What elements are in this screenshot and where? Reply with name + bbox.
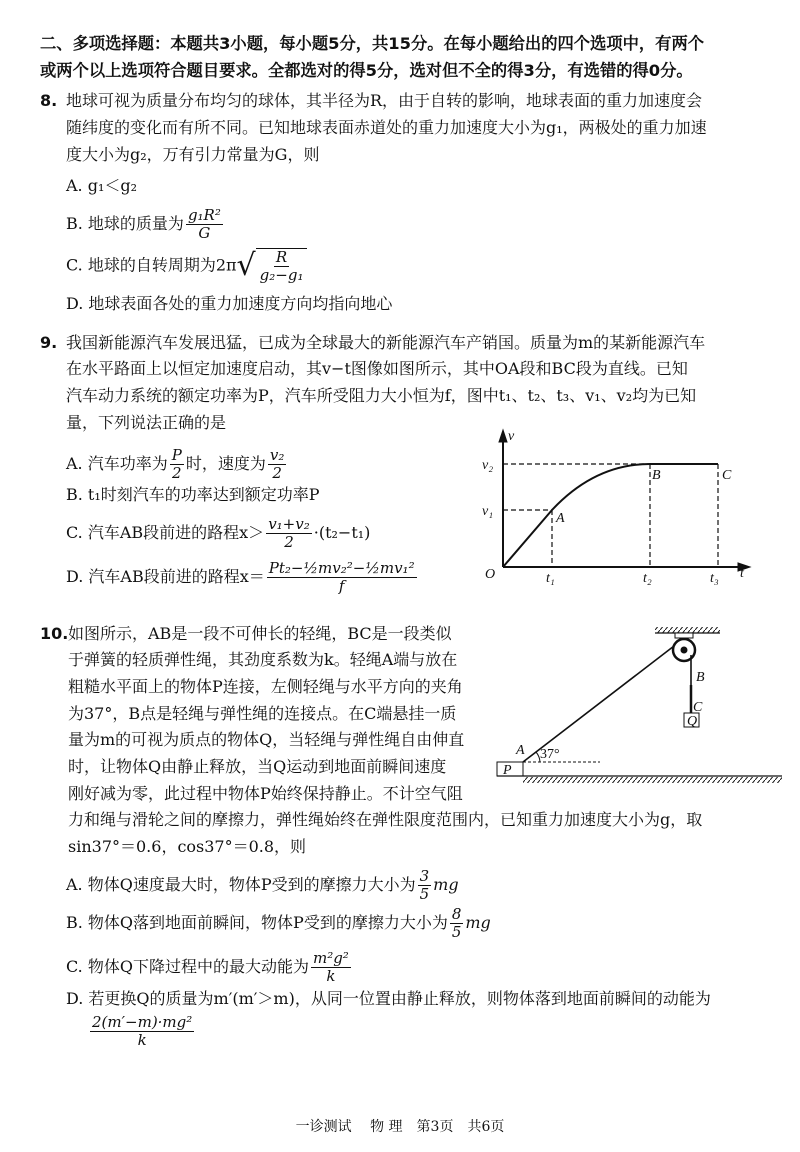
point-a-label: A (556, 511, 565, 526)
block-q-label: Q (687, 714, 698, 729)
point-b-label: B (696, 670, 705, 685)
option-text: A. 汽车功率为 (66, 454, 168, 473)
v-axis-label: v (508, 429, 515, 444)
page-footer: 一诊测试 物 理 第3页 共6页 (295, 1119, 505, 1135)
section-header-line2: 或两个以上选项符合题目要求。全都选对的得5分，选对但不全的得3分，有选错的得0分。 (40, 61, 693, 80)
option-text: mg (465, 913, 491, 932)
option-text: C. 地球的自转周期为2π (66, 255, 237, 275)
q8-stem: 随纬度的变化而有所不同。已知地球表面赤道处的重力加速度大小为g₁，两极处的重力加速 (66, 118, 707, 137)
q10-option-d: D. 若更换Q的质量为m′(m′＞m)，从同一位置由静止释放，则物体落到地面前瞬间的动能为 (66, 989, 711, 1008)
ceiling-hatch (655, 627, 720, 633)
q9-stem: 在水平路面上以恒定加速度启动，其v−t图像如图所示，其中OA段和BC段为直线。已知 (66, 359, 688, 378)
q8-option-d: D. 地球表面各处的重力加速度方向均指向地心 (66, 294, 393, 313)
numerator: Pt₂−½mv₂²−½mv₁² (268, 559, 415, 577)
vt-graph (499, 430, 750, 571)
q9-stem: 我国新能源汽车发展迅猛，已成为全球最大的新能源汽车产销国。质量为m的某新能源汽车 (66, 333, 706, 352)
denominator: G (198, 224, 211, 242)
numerator: g₁R² (187, 206, 221, 224)
q10-stem: 力和绳与滑轮之间的摩擦力，弹性绳始终在弹性限度范围内，已知重力加速度大小为g，取 (68, 810, 703, 829)
q9-option-b: B. t₁时刻汽车的功率达到额定功率P (66, 485, 320, 504)
t1-label: t₁ (546, 571, 555, 586)
numerator: 2(m′−m)·mg² (92, 1013, 193, 1031)
denominator: f (338, 577, 345, 595)
sqrt: √ $\frac{R}{\text{g₂−g₁}}$ (237, 248, 308, 284)
option-text: B. 物体Q落到地面前瞬间，物体P受到的摩擦力大小为 (66, 913, 448, 932)
numerator: 3 (419, 867, 430, 885)
rope-ab (523, 646, 674, 762)
q8-option-a: A. g₁＜g₂ (66, 176, 138, 195)
denominator: k (137, 1031, 147, 1049)
option-text: A. 物体Q速度最大时，物体P受到的摩擦力大小为 (66, 875, 416, 894)
guide-lines (503, 464, 718, 567)
option-text: B. 地球的质量为 (66, 214, 184, 233)
option-text: 时，速度为 (185, 454, 266, 473)
numerator: R (275, 248, 288, 266)
t-axis-label: t (740, 566, 744, 581)
q10-stem: 于弹簧的轻质弹性绳，其劲度系数为k。轻绳A端与放在 (68, 650, 458, 669)
option-text: D. 汽车AB段前进的路程x＝ (66, 567, 265, 586)
q10-stem: 时，让物体Q由静止释放，当Q运动到地面前瞬间速度 (68, 757, 447, 776)
denominator: 2 (172, 464, 182, 482)
numerator: 8 (451, 905, 462, 923)
numerator: m²g² (312, 949, 349, 967)
q9-stem: 量，下列说法正确的是 (66, 413, 227, 432)
q10-stem: 量为m的可视为质点的物体Q，当轻绳与弹性绳自由伸直 (68, 730, 465, 749)
point-c-label: C (693, 700, 703, 715)
numerator: v₁+v₂ (268, 515, 310, 533)
denominator: 2 (284, 533, 294, 551)
q10-stem: 为37°，B点是轻绳与弹性绳的连接点。在C端悬挂一质 (68, 704, 457, 723)
numerator: v₂ (269, 446, 285, 464)
numerator: P (171, 446, 182, 464)
v2-label: v₂ (482, 458, 494, 473)
t2-label: t₂ (643, 571, 652, 586)
denominator: g₂−g₁ (259, 266, 304, 284)
option-text: C. 汽车AB段前进的路程x＞ (66, 523, 265, 542)
velocity-curve (503, 464, 718, 567)
option-text: mg (433, 875, 459, 894)
v1-label: v₁ (482, 504, 494, 519)
denominator: 5 (451, 923, 462, 941)
q10-stem: 如图所示，AB是一段不可伸长的轻绳，BC是一段类似 (68, 624, 452, 643)
option-text: C. 物体Q下降过程中的最大动能为 (66, 957, 309, 976)
origin-label: O (485, 567, 496, 582)
angle-label: 37° (540, 747, 560, 762)
option-text: ·(t₂−t₁) (313, 523, 371, 542)
q10-stem: 刚好减为零，此过程中物体P始终保持静止。不计空气阻 (68, 784, 463, 803)
block-p-label: P (503, 763, 512, 778)
point-b-label: B (652, 468, 661, 483)
q10-number: 10. (40, 624, 69, 643)
q8-stem: 度大小为g₂，万有引力常量为G，则 (66, 145, 320, 164)
q8-stem: 地球可视为质量分布均匀的球体，其半径为R，由于自转的影响，地球表面的重力加速度会 (66, 91, 703, 110)
section-header-line1: 二、多项选择题：本题共3小题，每小题5分，共15分。在每小题给出的四个选项中，有两个 (40, 34, 705, 53)
q10-stem: sin37°＝0.6，cos37°＝0.8，则 (68, 837, 307, 856)
denominator: k (326, 967, 336, 985)
point-c-label: C (722, 468, 732, 483)
q8-number: 8. (40, 91, 58, 110)
q9-stem: 汽车动力系统的额定功率为P，汽车所受阻力大小恒为f，图中t₁、t₂、t₃、v₁、v₂均为已知 (66, 386, 697, 405)
pulley-mount (675, 633, 693, 638)
ground-hatch (523, 777, 782, 783)
denominator: 5 (419, 885, 430, 903)
v-axis-arrow-icon (499, 430, 507, 442)
t3-label: t₃ (710, 571, 719, 586)
denominator: 2 (272, 464, 282, 482)
q10-stem: 粗糙水平面上的物体P连接，左侧轻绳与水平方向的夹角 (68, 677, 463, 696)
point-a-label: A (516, 743, 525, 758)
q9-number: 9. (40, 333, 58, 352)
